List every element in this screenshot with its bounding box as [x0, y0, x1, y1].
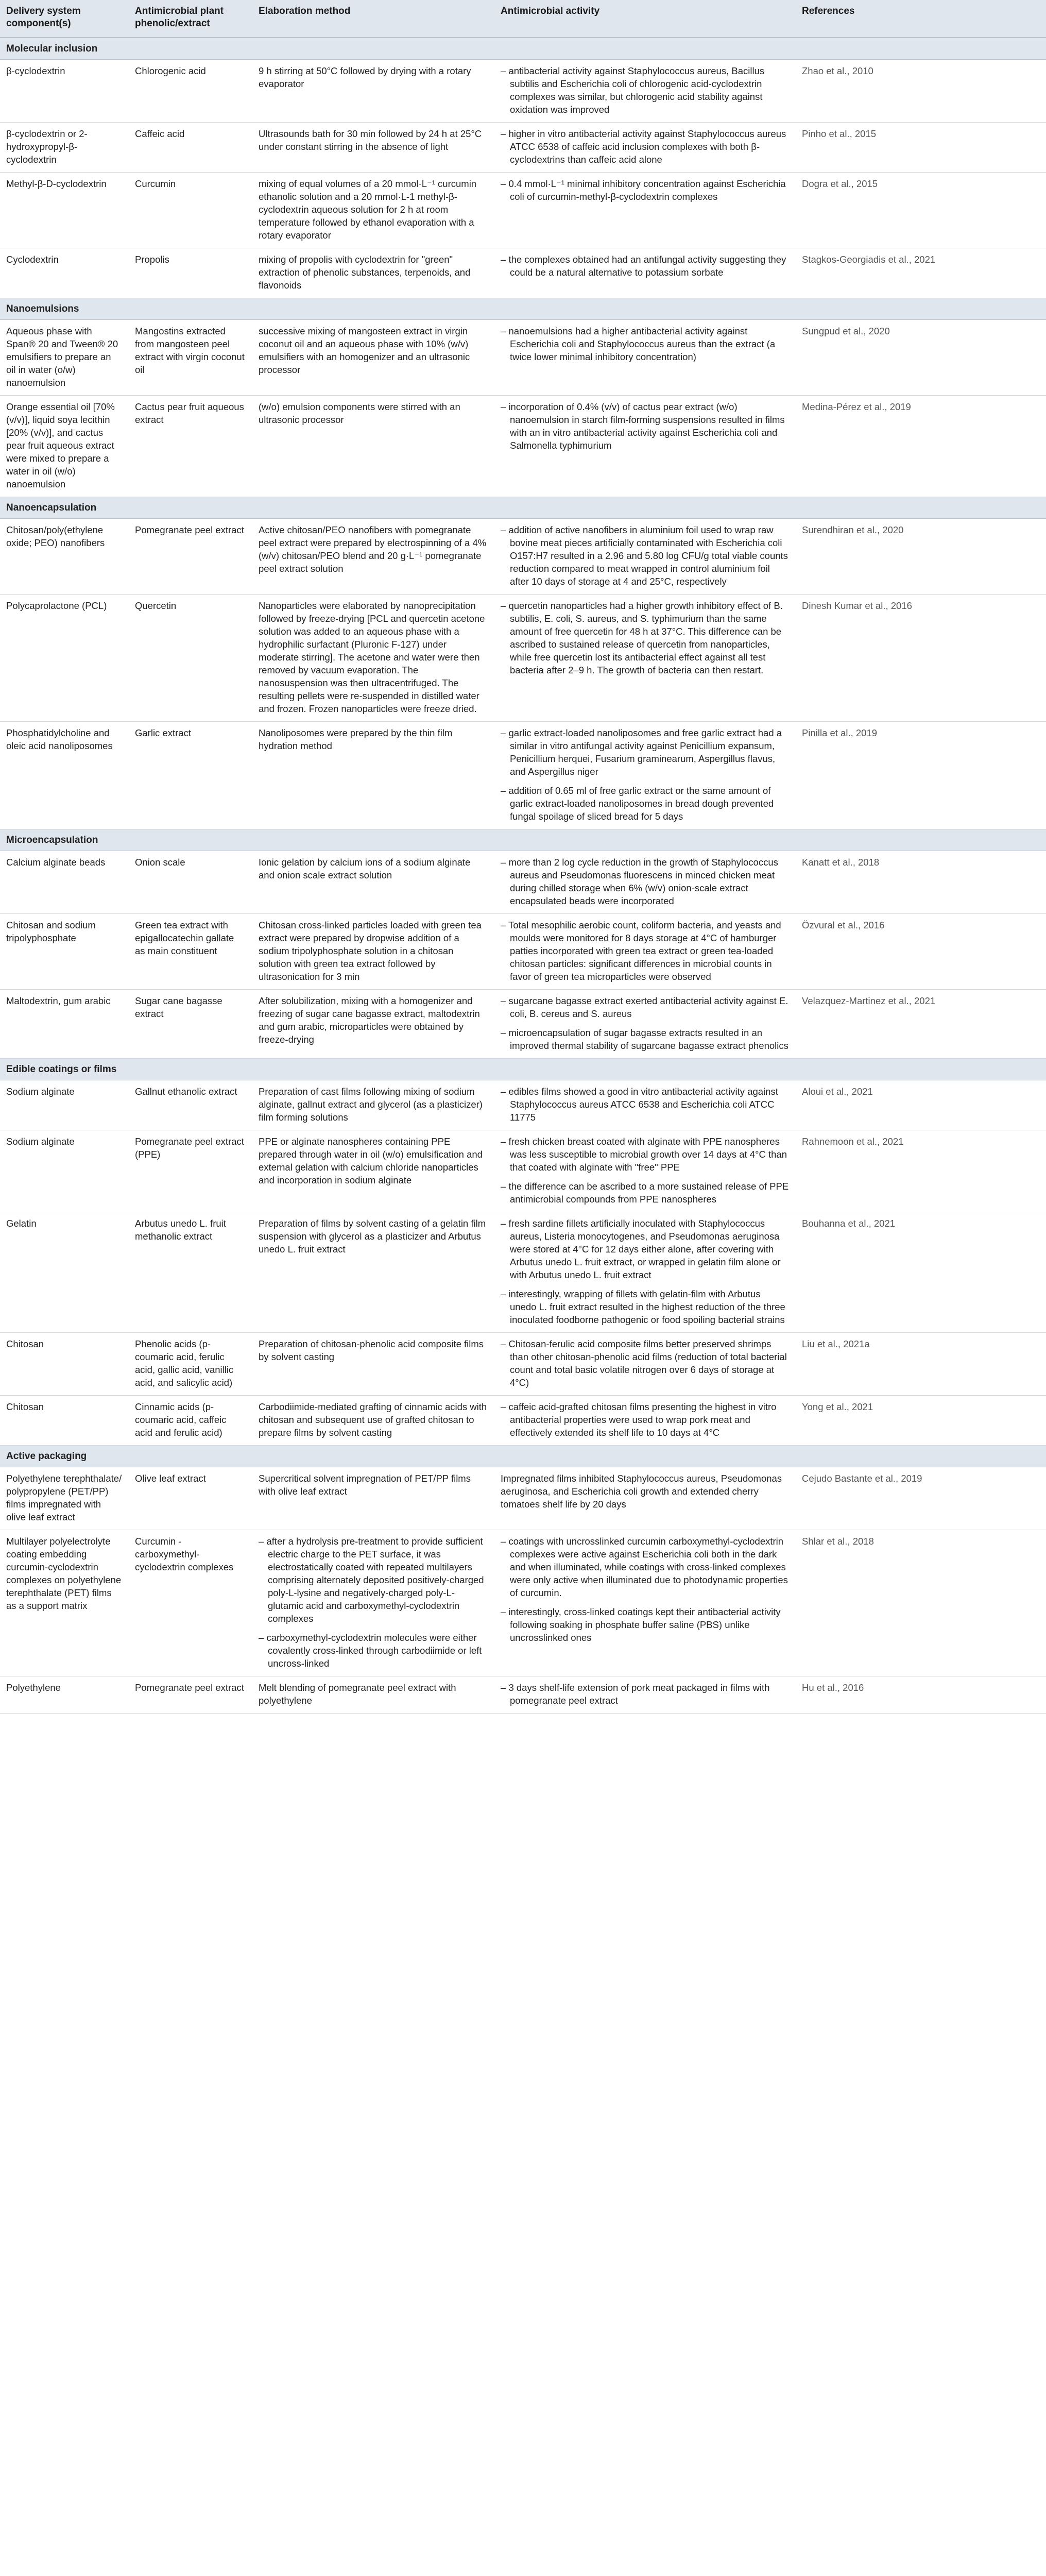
reference-cell: Özvural et al., 2016 [796, 914, 1046, 990]
table-row [0, 851, 1046, 914]
elaboration-method-cell: mixing of equal volumes of a 20 mmol·L⁻¹ curcumin ethanolic solution and a 20 mmol·L-1 methyl-β-cyclodextrin aqueous solution for 2 h at room temperature followed by ethanol evaporation with a rotary evaporator [252, 173, 494, 248]
antimicrobial-activity-cell [494, 248, 796, 298]
header-references: References [796, 0, 1046, 38]
activity-item: – nanoemulsions had a higher antibacterial activity against Escherichia coli and Staphylococcus aureus than the extract (a twice lower minimal inhibitory concentration) [501, 325, 790, 363]
delivery-system-cell: Cyclodextrin [0, 248, 129, 298]
table-row [0, 1130, 1046, 1212]
table-row [0, 990, 1046, 1059]
table-row [0, 396, 1046, 497]
delivery-system-cell: Sodium alginate [0, 1080, 129, 1130]
phenolic-extract-cell: Curcumin - carboxymethyl-cyclodextrin complexes [129, 1530, 252, 1676]
reference-cell: Hu et al., 2016 [796, 1676, 1046, 1714]
elaboration-method-cell: (w/o) emulsion components were stirred with an ultrasonic processor [252, 396, 494, 497]
antimicrobial-activity-cell [494, 851, 796, 914]
phenolic-extract-cell: Phenolic acids (p-coumaric acid, ferulic acid, gallic acid, vanillic acid, and salicylic acid) [129, 1333, 252, 1396]
section-header-row [0, 829, 1046, 851]
section-header-row [0, 38, 1046, 60]
activity-item: – higher in vitro antibacterial activity against Staphylococcus aureus ATCC 6538 of caffeic acid inclusion complexes with both β-cyclodextrins than caffeic acid alone [501, 127, 790, 166]
delivery-system-cell: Polycaprolactone (PCL) [0, 595, 129, 722]
phenolic-extract-cell: Pomegranate peel extract [129, 519, 252, 595]
activity-item: – addition of active nanofibers in aluminium foil used to wrap raw bovine meat pieces artificially contaminated with Escherichia coli O157:H7 resulted in a 2.96 and 5.80 log CFU/g total viable counts reduction compared to meat wrapped in control aluminium foil after 10 days of storage at 4 and 25°C, respectively [501, 523, 790, 588]
elaboration-method-cell: Chitosan cross-linked particles loaded with green tea extract were prepared by dropwise addition of a sodium tripolyphosphate solution in a chitosan solution with green tea extract followed by ultrasonication for 3 min [252, 914, 494, 990]
table-row [0, 722, 1046, 829]
antimicrobial-activity-cell [494, 990, 796, 1059]
section-header-row [0, 298, 1046, 320]
delivery-system-cell: Chitosan/poly(ethylene oxide; PEO) nanofibers [0, 519, 129, 595]
reference-cell: Bouhanna et al., 2021 [796, 1212, 1046, 1333]
delivery-system-cell: Phosphatidylcholine and oleic acid nanoliposomes [0, 722, 129, 829]
reference-cell: Rahnemoon et al., 2021 [796, 1130, 1046, 1212]
delivery-system-cell: β-cyclodextrin [0, 60, 129, 123]
elaboration-method-cell: Active chitosan/PEO nanofibers with pomegranate peel extract were prepared by electrospinning of a 4% (w/v) chitosan/PEO blend and 20 g·L⁻¹ pomegranate peel extract solution [252, 519, 494, 595]
activity-item: – the difference can be ascribed to a more sustained release of PPE antimicrobial compounds from PPE nanospheres [501, 1180, 790, 1206]
antimicrobial-activity-cell [494, 396, 796, 497]
table-row [0, 248, 1046, 298]
antimicrobial-activity-cell [494, 173, 796, 248]
delivery-system-cell: Chitosan [0, 1333, 129, 1396]
activity-item: – antibacterial activity against Staphylococcus aureus, Bacillus subtilis and Escherichia coli of chlorogenic acid-cyclodextrin complexes was similar, but chlorogenic acid stability against oxidation was improved [501, 64, 790, 116]
activity-item: – incorporation of 0.4% (v/v) of cactus pear extract (w/o) nanoemulsion in starch film-forming suspensions resulted in films with an in vitro antibacterial activity against Escherichia coli and Salmonella typhimurium [501, 400, 790, 452]
antimicrobial-activity-cell [494, 123, 796, 173]
table-row [0, 1530, 1046, 1676]
activity-item: – coatings with uncrosslinked curcumin carboxymethyl-cyclodextrin complexes were active against Escherichia coli both in the dark and when illuminated, while coatings with cross-linked complexes were only active when illuminated due to photodynamic properties of curcumin. [501, 1535, 790, 1599]
activity-item: – interestingly, cross-linked coatings kept their antibacterial activity following soaking in phosphate buffer saline (PBS) unlike uncrosslinked ones [501, 1605, 790, 1644]
antimicrobial-activity-cell [494, 1080, 796, 1130]
phenolic-extract-cell: Cinnamic acids (p-coumaric acid, caffeic acid and ferulic acid) [129, 1396, 252, 1446]
elaboration-method-cell: Supercritical solvent impregnation of PET/PP films with olive leaf extract [252, 1467, 494, 1530]
header-elaboration-method: Elaboration method [252, 0, 494, 38]
phenolic-extract-cell: Onion scale [129, 851, 252, 914]
activity-item: – caffeic acid-grafted chitosan films presenting the highest in vitro antibacterial properties were used to wrap pork meat and effectively extended its shelf life to 10 days at 4°C [501, 1400, 790, 1439]
elaboration-method-cell: After solubilization, mixing with a homogenizer and freezing of sugar cane bagasse extract, maltodextrin and gum arabic, microparticles were obtained by freeze-drying [252, 990, 494, 1059]
elaboration-method-cell: Preparation of chitosan-phenolic acid composite films by solvent casting [252, 1333, 494, 1396]
activity-item: – addition of 0.65 ml of free garlic extract or the same amount of garlic extract-loaded nanoliposomes in bread dough prevented fungal spoilage of sliced bread for 5 days [501, 784, 790, 823]
activity-item: – garlic extract-loaded nanoliposomes and free garlic extract had a similar in vitro antifungal activity against Penicillium expansum, Penicillium herquei, Fusarium graminearum, Aspergillus flavus, and Aspergillus niger [501, 726, 790, 778]
activity-item: – the complexes obtained had an antifungal activity suggesting they could be a natural alternative to potassium sorbate [501, 253, 790, 279]
reference-cell: Liu et al., 2021a [796, 1333, 1046, 1396]
delivery-system-cell: Calcium alginate beads [0, 851, 129, 914]
phenolic-extract-cell: Cactus pear fruit aqueous extract [129, 396, 252, 497]
table-header [0, 0, 1046, 38]
section-title: Edible coatings or films [0, 1059, 1046, 1080]
phenolic-extract-cell: Mangostins extracted from mangosteen peel extract with virgin coconut oil [129, 320, 252, 396]
phenolic-extract-cell: Chlorogenic acid [129, 60, 252, 123]
header-delivery-system: Delivery system component(s) [0, 0, 129, 38]
antimicrobial-activity-cell [494, 914, 796, 990]
delivery-system-cell: Sodium alginate [0, 1130, 129, 1212]
phenolic-extract-cell: Sugar cane bagasse extract [129, 990, 252, 1059]
activity-item: – quercetin nanoparticles had a higher growth inhibitory effect of B. subtilis, E. coli, S. aureus, and S. typhimurium than the same amount of free quercetin for 48 h at 37°C. This difference can be ascribed to sustained release of quercetin from nanoparticles, while free quercetin lost its antibacterial effect against all test bacteria after 2–9 h. The growth of bacteria can then restart. [501, 599, 790, 676]
activity-item: – 0.4 mmol·L⁻¹ minimal inhibitory concentration against Escherichia coli of curcumin-methyl-β-cyclodextrin complexes [501, 177, 790, 203]
section-title: Active packaging [0, 1446, 1046, 1467]
activity-item: – Chitosan-ferulic acid composite films better preserved shrimps than other chitosan-phenolic acid films (reduction of total bacterial count and total basic volatile nitrogen over 6 days of storage at 4°C) [501, 1337, 790, 1389]
reference-cell: Dinesh Kumar et al., 2016 [796, 595, 1046, 722]
antimicrobial-activity-cell [494, 1530, 796, 1676]
delivery-system-cell: Multilayer polyelectrolyte coating embedding curcumin-cyclodextrin complexes on polyethylene terephthalate (PET) films as a support matrix [0, 1530, 129, 1676]
table-row [0, 1676, 1046, 1714]
activity-item: Impregnated films inhibited Staphylococcus aureus, Pseudomonas aeruginosa, and Escherichia coli growth and extended cherry tomatoes shelf life by 20 days [501, 1473, 782, 1510]
elaboration-method-cell: Ultrasounds bath for 30 min followed by 24 h at 25°C under constant stirring in the absence of light [252, 123, 494, 173]
delivery-system-cell: Aqueous phase with Span® 20 and Tween® 20 emulsifiers to prepare an oil in water (o/w) nanoemulsion [0, 320, 129, 396]
antimicrobial-activity-cell [494, 320, 796, 396]
phenolic-extract-cell: Arbutus unedo L. fruit methanolic extract [129, 1212, 252, 1333]
elaboration-method-cell: successive mixing of mangosteen extract in virgin coconut oil and an aqueous phase with 10% (w/v) emulsifiers with an homogenizer and an ultrasonic processor [252, 320, 494, 396]
reference-cell: Stagkos-Georgiadis et al., 2021 [796, 248, 1046, 298]
phenolic-extract-cell: Garlic extract [129, 722, 252, 829]
table-row [0, 519, 1046, 595]
activity-item: – Total mesophilic aerobic count, coliform bacteria, and yeasts and moulds were monitored for 8 days storage at 4°C of hamburger patties incorporated with green tea extract or green tea-loaded chitosan particles: significant differences in microbial counts in favor of green tea microparticles were observed [501, 919, 790, 983]
elaboration-method-cell: Preparation of cast films following mixing of sodium alginate, gallnut extract and glycerol (as a plasticizer) film forming solutions [252, 1080, 494, 1130]
elaboration-method-cell: Nanoparticles were elaborated by nanoprecipitation followed by freeze-drying [PCL and quercetin acetone solution was added to an aqueous phase with a hydrophilic surfactant (Pluronic F-127) under moderate stirring]. The acetone and water were then removed by vacuum evaporation. The nanosuspension was then ultracentrifuged. The resulting pellets were re-suspended in distilled water and frozen. Frozen nanoparticles were freeze dried. [252, 595, 494, 722]
activity-item: – fresh chicken breast coated with alginate with PPE nanospheres was less susceptible to microbial growth over 14 days at 4°C than that coated with alginate with "free" PPE [501, 1135, 790, 1174]
activity-item: – edibles films showed a good in vitro antibacterial activity against Staphylococcus aureus ATCC 6538 and Escherichia coli ATCC 11775 [501, 1085, 790, 1124]
reference-cell: Dogra et al., 2015 [796, 173, 1046, 248]
phenolic-extract-cell: Pomegranate peel extract [129, 1676, 252, 1714]
table-row [0, 1212, 1046, 1333]
header-row [0, 0, 1046, 38]
table-row [0, 173, 1046, 248]
activity-item: – fresh sardine fillets artificially inoculated with Staphylococcus aureus, Listeria monocytogenes, and Pseudomonas aeruginosa were stored at 4°C for 12 days either alone, after covering with Arbutus unedo L. fruit extract, or wrapped in gelatin film alone or with Arbutus unedo L. fruit extract [501, 1217, 790, 1281]
elaboration-method-cell: Preparation of films by solvent casting of a gelatin film suspension with glycerol as a plasticizer and Arbutus unedo L. fruit extract [252, 1212, 494, 1333]
antimicrobial-activity-cell [494, 60, 796, 123]
delivery-system-cell: Polyethylene terephthalate/ polypropylene (PET/PP) films impregnated with olive leaf extract [0, 1467, 129, 1530]
reference-cell: Pinho et al., 2015 [796, 123, 1046, 173]
table-body [0, 38, 1046, 1714]
delivery-system-cell: Gelatin [0, 1212, 129, 1333]
elaboration-method-cell: Carbodiimide-mediated grafting of cinnamic acids with chitosan and subsequent use of grafted chitosan to prepare films by solvent casting [252, 1396, 494, 1446]
reference-cell: Surendhiran et al., 2020 [796, 519, 1046, 595]
method-item: – after a hydrolysis pre-treatment to provide sufficient electric charge to the PET surface, it was electrostatically coated with repeated multilayers comprising alternately deposited positively-charged poly-L-lysine and negatively-charged poly-L-glutamic acid and carboxymethyl-cyclodextrin complexes [259, 1535, 488, 1625]
antimicrobial-activity-cell [494, 1333, 796, 1396]
antimicrobial-activity-cell [494, 519, 796, 595]
table-row [0, 595, 1046, 722]
table-row [0, 1396, 1046, 1446]
phenolic-extract-cell: Quercetin [129, 595, 252, 722]
antimicrobial-activity-cell [494, 1396, 796, 1446]
table-row [0, 1467, 1046, 1530]
elaboration-method-cell: 9 h stirring at 50°C followed by drying with a rotary evaporator [252, 60, 494, 123]
reference-cell: Cejudo Bastante et al., 2019 [796, 1467, 1046, 1530]
antimicrobial-activity-cell [494, 1467, 796, 1530]
antimicrobial-activity-cell [494, 1130, 796, 1212]
delivery-system-cell: β-cyclodextrin or 2-hydroxypropyl-β-cyclodextrin [0, 123, 129, 173]
section-header-row [0, 1446, 1046, 1467]
antimicrobial-activity-cell [494, 1676, 796, 1714]
reference-cell: Medina-Pérez et al., 2019 [796, 396, 1046, 497]
section-title: Molecular inclusion [0, 38, 1046, 60]
table-row [0, 1080, 1046, 1130]
section-header-row [0, 497, 1046, 519]
header-phenolic-extract: Antimicrobial plant phenolic/extract [129, 0, 252, 38]
reference-cell: Kanatt et al., 2018 [796, 851, 1046, 914]
reference-cell: Shlar et al., 2018 [796, 1530, 1046, 1676]
elaboration-method-cell: Nanoliposomes were prepared by the thin film hydration method [252, 722, 494, 829]
reference-cell: Yong et al., 2021 [796, 1396, 1046, 1446]
delivery-system-cell: Polyethylene [0, 1676, 129, 1714]
section-header-row [0, 1059, 1046, 1080]
section-title: Microencapsulation [0, 829, 1046, 851]
table-row [0, 914, 1046, 990]
section-title: Nanoemulsions [0, 298, 1046, 320]
table-row [0, 320, 1046, 396]
delivery-system-cell: Maltodextrin, gum arabic [0, 990, 129, 1059]
elaboration-method-cell [252, 1530, 494, 1676]
elaboration-method-cell: Ionic gelation by calcium ions of a sodium alginate and onion scale extract solution [252, 851, 494, 914]
antimicrobial-activity-cell [494, 595, 796, 722]
antimicrobial-activity-cell [494, 722, 796, 829]
method-item: – carboxymethyl-cyclodextrin molecules were either covalently cross-linked through carbodiimide or left uncross-linked [259, 1631, 488, 1670]
elaboration-method-cell: Melt blending of pomegranate peel extract with polyethylene [252, 1676, 494, 1714]
elaboration-method-cell: PPE or alginate nanospheres containing PPE prepared through water in oil (w/o) emulsification and external gelation with calcium chloride nanoparticles and incorporation in sodium alginate [252, 1130, 494, 1212]
table-row [0, 1333, 1046, 1396]
elaboration-method-cell: mixing of propolis with cyclodextrin for "green" extraction of phenolic substances, terpenoids, and flavonoids [252, 248, 494, 298]
delivery-system-cell: Orange essential oil [70% (v/v)], liquid soya lecithin [20% (v/v)], and cactus pear fruit aqueous extract were mixed to prepare a water in oil (w/o) nanoemulsion [0, 396, 129, 497]
activity-item: – interestingly, wrapping of fillets with gelatin-film with Arbutus unedo L. fruit extract resulted in the highest reduction of the three inoculated foodborne pathogenic or food spoiling bacterial strains [501, 1287, 790, 1326]
phenolic-extract-cell: Olive leaf extract [129, 1467, 252, 1530]
phenolic-extract-cell: Pomegranate peel extract (PPE) [129, 1130, 252, 1212]
delivery-system-cell: Methyl-β-D-cyclodextrin [0, 173, 129, 248]
reference-cell: Aloui et al., 2021 [796, 1080, 1046, 1130]
header-antimicrobial-activity: Antimicrobial activity [494, 0, 796, 38]
phenolic-extract-cell: Propolis [129, 248, 252, 298]
activity-item: – microencapsulation of sugar bagasse extracts resulted in an improved thermal stability of sugarcane bagasse extract phenolics [501, 1026, 790, 1052]
section-title: Nanoencapsulation [0, 497, 1046, 519]
activity-item: – sugarcane bagasse extract exerted antibacterial activity against E. coli, B. cereus and S. aureus [501, 994, 790, 1020]
reference-cell: Velazquez-Martinez et al., 2021 [796, 990, 1046, 1059]
reference-cell: Pinilla et al., 2019 [796, 722, 1046, 829]
reference-cell: Zhao et al., 2010 [796, 60, 1046, 123]
phenolic-extract-cell: Gallnut ethanolic extract [129, 1080, 252, 1130]
table-row [0, 60, 1046, 123]
antimicrobial-activity-cell [494, 1212, 796, 1333]
phenolic-extract-cell: Green tea extract with epigallocatechin gallate as main constituent [129, 914, 252, 990]
phenolic-extract-cell: Caffeic acid [129, 123, 252, 173]
phenolic-extract-cell: Curcumin [129, 173, 252, 248]
activity-item: – more than 2 log cycle reduction in the growth of Staphylococcus aureus and Pseudomonas fluorescens in minced chicken meat during chilled storage when 6% (w/v) onion-scale extract encapsulated beads were incorporated [501, 856, 790, 907]
reference-cell: Sungpud et al., 2020 [796, 320, 1046, 396]
delivery-system-cell: Chitosan and sodium tripolyphosphate [0, 914, 129, 990]
table-row [0, 123, 1046, 173]
delivery-system-cell: Chitosan [0, 1396, 129, 1446]
activity-item: – 3 days shelf-life extension of pork meat packaged in films with pomegranate peel extract [501, 1681, 790, 1707]
